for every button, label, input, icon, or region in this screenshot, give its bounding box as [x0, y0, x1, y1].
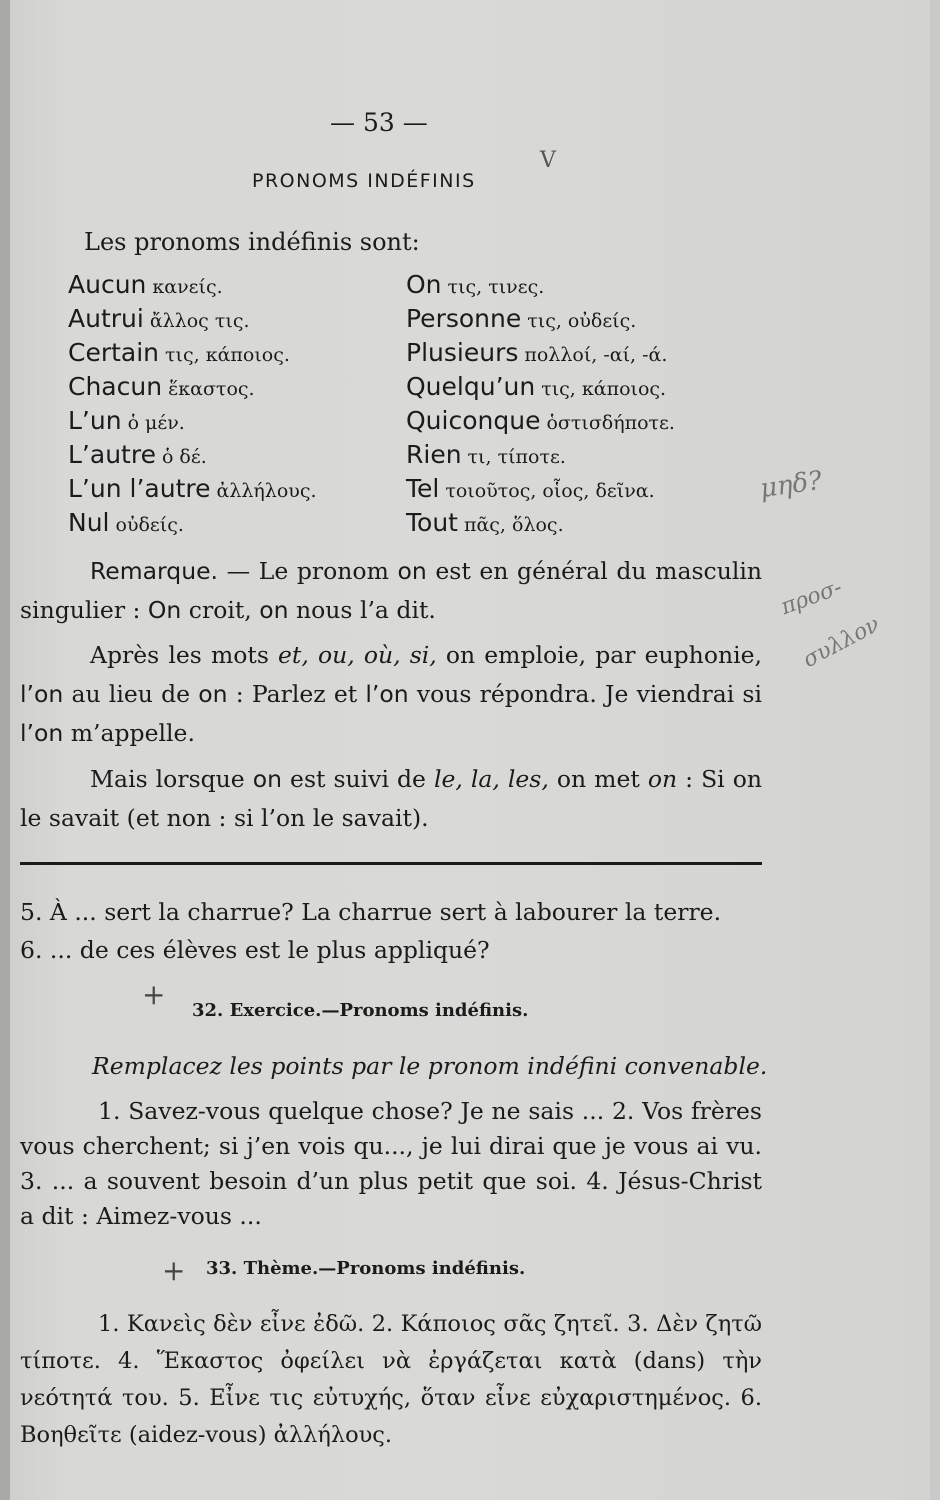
pronoun-row-right [406, 440, 566, 469]
theme-33-text: 1. Κανεὶς δὲν εἶνε ἐδῶ. 2. Κάποιος σᾶς ζητεῖ. 3. Δὲν ζητῶ τίποτε. 4. Ἕκαστος ὀφείλει νὰ ἐργάζεται κατὰ (dans) τὴν νεότητά του. 5. Εἶνε τις εὐτυχής, ὅταν εἶνε εὐχαριστημένος. 6. Βοηθεῖτε (aidez-vous) ἀλλήλους. [20, 1311, 762, 1448]
pronoun-greek: τι, τίποτε. [467, 446, 566, 468]
pronoun-word: Nul [68, 508, 110, 537]
pronoun-greek: κανείς. [152, 276, 223, 298]
pronoun-word: Autrui [68, 304, 144, 333]
pronoun-greek: ἀλλήλους. [216, 480, 317, 502]
pronoun-row-left [68, 440, 207, 469]
pronoun-greek: τις, κάποιος. [165, 344, 290, 366]
remarque-paragraph [20, 552, 762, 630]
exercise-32-title: 32. Exercice.—Pronoms indéfinis. [192, 1000, 529, 1021]
text-run: Après les mots [90, 641, 278, 669]
intro-text: Les pronoms indéfinis sont: [84, 228, 420, 256]
pronoun-row-left [68, 270, 223, 299]
pronoun-row-right [406, 406, 675, 435]
pronoun-word: On [406, 270, 442, 299]
pronoun-word: Tout [406, 508, 458, 537]
pronoun-row-left [68, 508, 184, 537]
exercise-item: 5. À ... sert la charrue? La charrue sert à labourer la terre. [20, 898, 722, 926]
pronoun-greek: τοιοῦτος, οἷος, δεῖνα. [445, 480, 655, 502]
pronoun-greek: οὐδείς. [115, 514, 184, 536]
text-run: et, ou, où, si, [278, 641, 437, 669]
book-spine-edge [0, 0, 10, 1500]
pronoun-row-right [406, 270, 544, 299]
pronoun-word: Plusieurs [406, 338, 519, 367]
text-run: on [259, 596, 289, 624]
pronoun-word: Personne [406, 304, 522, 333]
text-run: on [397, 557, 427, 585]
pronoun-row-left [68, 372, 255, 401]
pronoun-row-right [406, 304, 636, 333]
text-run: l’on [20, 680, 64, 708]
pencil-mark-icon: + [142, 978, 166, 1011]
pronoun-greek: πολλοί, -αί, -ά. [524, 344, 668, 366]
pronoun-word: Tel [406, 474, 440, 503]
pronoun-word: Aucun [68, 270, 147, 299]
pronoun-row-left [68, 474, 317, 503]
section-divider [20, 862, 762, 865]
pronoun-greek: ὁ δέ. [161, 446, 207, 468]
pronoun-greek: τις, οὐδείς. [527, 310, 637, 332]
pronoun-greek: τις, τινες. [447, 276, 545, 298]
pronoun-word: L’autre [68, 440, 156, 469]
pronoun-greek: πᾶς, ὅλος. [463, 514, 564, 536]
text-run: on [198, 680, 228, 708]
text-run: le, la, les, [433, 765, 549, 793]
text-run: — Le pronom [218, 557, 398, 585]
handwritten-note: μηδ? [758, 465, 824, 505]
pronoun-row-right [406, 474, 655, 503]
pronoun-greek: ὁ μέν. [127, 412, 185, 434]
pronoun-greek: ἕκαστος. [168, 378, 255, 400]
text-run: on [647, 765, 678, 793]
text-run: vous répondra. Je viendrai si [408, 680, 762, 708]
margin-check-mark: V [540, 148, 556, 173]
mais-paragraph [20, 760, 762, 838]
text-run: Mais lorsque [90, 765, 253, 793]
text-run: l’on [20, 719, 64, 747]
text-run: : Parlez et [227, 680, 366, 708]
pronoun-row-right [406, 338, 667, 367]
section-title: PRONOMS INDÉFINIS [252, 170, 476, 192]
exercise-item: 6. ... de ces élèves est le plus appliqué? [20, 936, 490, 964]
text-run: est en général du masculin singulier : [20, 557, 762, 624]
text-run: : Si on le savait (et non : si l’on le savait). [20, 765, 762, 832]
text-run: l’on [365, 680, 409, 708]
text-run: nous l’a dit. [288, 596, 436, 624]
pronoun-word: Chacun [68, 372, 163, 401]
pronoun-word: L’un [68, 406, 122, 435]
text-run: au lieu de [63, 680, 199, 708]
pronoun-greek: ὁστισδήποτε. [546, 412, 675, 434]
text-run: On [147, 596, 182, 624]
pronoun-word: Quelqu’un [406, 372, 536, 401]
exercise-32-instruction: Remplacez les points par le pronom indéfini convenable. [92, 1052, 768, 1080]
theme-33-title: 33. Thème.—Pronoms indéfinis. [206, 1258, 526, 1279]
pronoun-word: Rien [406, 440, 462, 469]
exercise-32-text: 1. Savez-vous quelque chose? Je ne sais ... 2. Vos frères vous cherchent; si j’en vois qu..., je lui dirai que je vous ai vu. 3. ... a souvent besoin d’un plus petit que soi. 4. Jésus-Christ a dit : Aimez-vous ... [20, 1097, 762, 1230]
text-run: croit, [181, 596, 260, 624]
pronoun-row-left [68, 304, 250, 333]
text-run: est suivi de [282, 765, 434, 793]
handwritten-note: προσ- [777, 574, 846, 621]
text-run: on met [548, 765, 648, 793]
pronoun-greek: ἄλλος τις. [149, 310, 250, 332]
pronoun-word: L’un l’autre [68, 474, 211, 503]
pronoun-word: Quiconque [406, 406, 541, 435]
pronoun-row-left [68, 338, 290, 367]
remarque-label: Remarque. [90, 557, 219, 585]
pronoun-row-left [68, 406, 185, 435]
apres-paragraph [20, 636, 762, 753]
pronoun-greek: τις, κάποιος. [541, 378, 667, 400]
text-run: on emploie, par euphonie, [436, 641, 762, 669]
pronoun-word: Certain [68, 338, 160, 367]
pronoun-row-right [406, 372, 666, 401]
text-run: m’appelle. [63, 719, 195, 747]
text-run: on [252, 765, 283, 793]
handwritten-note: συλλον [798, 612, 884, 673]
pronoun-row-right [406, 508, 564, 537]
pencil-mark-icon: + [162, 1254, 186, 1287]
page-number: — 53 — [330, 108, 428, 137]
